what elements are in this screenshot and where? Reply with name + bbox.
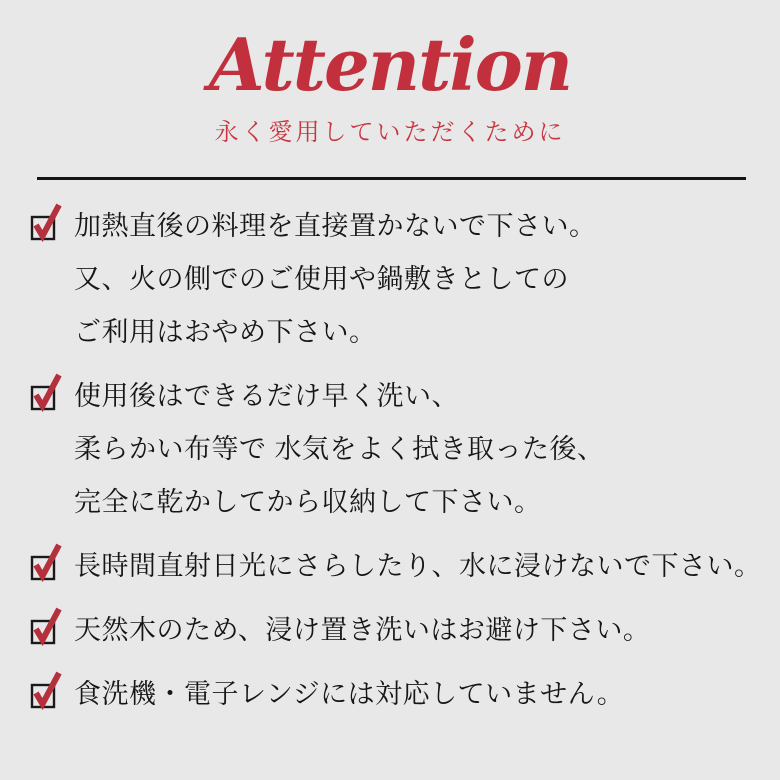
notice-header: [0, 0, 780, 147]
care-note-item: [30, 668, 764, 721]
note-line: 完全に乾かしてから収納して下さい。: [74, 487, 542, 518]
care-note-item: [30, 604, 764, 657]
care-note-item: [30, 200, 764, 359]
note-line: 使用後はできるだけ早く洗い、: [74, 381, 459, 412]
care-note-item: [30, 540, 764, 593]
note-line: 長時間直射日光にさらしたり、水に浸けないで下さい。: [74, 551, 762, 582]
note-text: [74, 604, 650, 657]
note-text: [74, 370, 605, 529]
note-line: 加熱直後の料理を直接置かないで下さい。: [74, 211, 597, 242]
note-line: ご利用はおやめ下さい。: [74, 317, 377, 348]
note-line: 天然木のため、浸け置き洗いはお避け下さい。: [74, 615, 651, 646]
care-note-item: [30, 370, 764, 529]
note-line: 食洗機・電子レンジには対応していません。: [74, 679, 625, 710]
page-subtitle: 永く愛用していただくために: [214, 119, 566, 147]
note-text: [74, 668, 624, 721]
note-line: 又、火の側でのご使用や鍋敷きとしての: [74, 264, 569, 295]
note-text: [74, 200, 597, 359]
checked-checkbox-icon: [30, 540, 66, 582]
checked-checkbox-icon: [30, 200, 66, 242]
page-title: Attention: [208, 22, 572, 107]
care-notes-list: [0, 180, 780, 721]
checked-checkbox-icon: [30, 604, 66, 646]
checked-checkbox-icon: [30, 370, 66, 412]
note-text: [74, 540, 762, 593]
checked-checkbox-icon: [30, 668, 66, 710]
note-line: 柔らかい布等で 水気をよく拭き取った後、: [74, 434, 605, 465]
